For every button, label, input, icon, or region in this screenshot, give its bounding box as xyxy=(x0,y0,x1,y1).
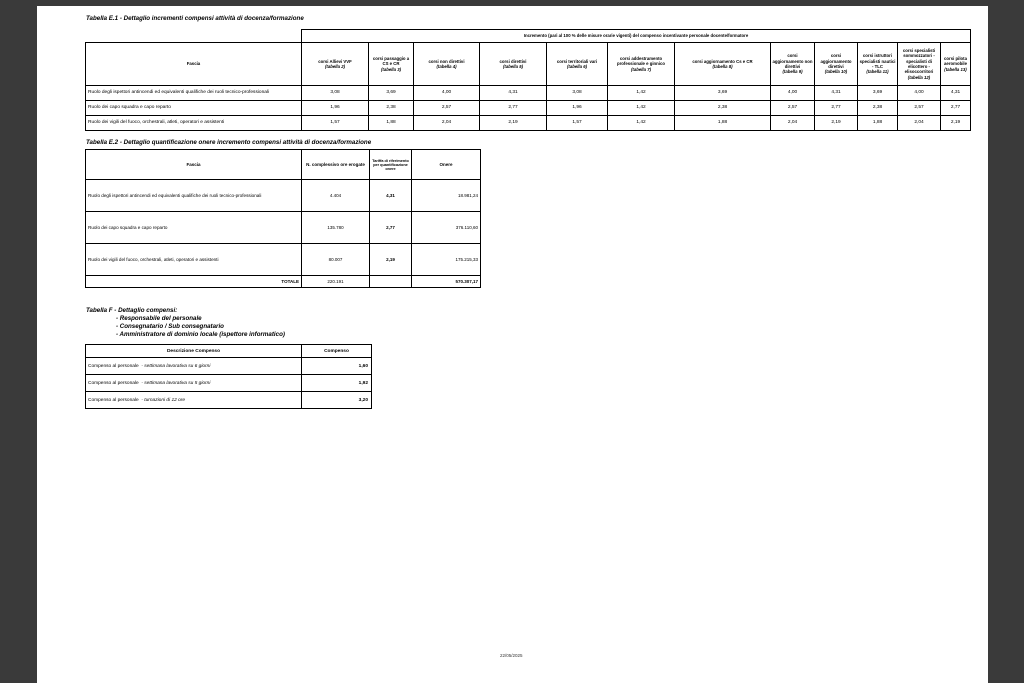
cell: 3,08 xyxy=(547,86,608,101)
table-e2 xyxy=(85,149,481,288)
table-row xyxy=(86,86,971,101)
compenso-cell: 1,92 xyxy=(302,375,372,392)
col-header: corsi passaggio a CS e CR (tabella 3) xyxy=(369,43,414,86)
cell: 2,57 xyxy=(771,101,815,116)
table-e1-group-header: Incremento (pari al 100 % delle misure orarie vigenti) del compenso incentivante personale docente/formatore xyxy=(302,30,971,43)
cell: 2,57 xyxy=(414,101,480,116)
col-header: corsi pilota aeromobile (tabella 13) xyxy=(941,43,971,86)
cell: 3,69 xyxy=(369,86,414,101)
row-label: Ruolo degli ispettori antincendi ed equivalenti qualifiche dei ruoli tecnico-professionali xyxy=(86,180,302,212)
table-f xyxy=(85,344,372,409)
total-label: TOTALE xyxy=(86,276,302,288)
cell: 2,38 xyxy=(675,101,771,116)
onere-cell: 376.110,60 xyxy=(412,212,481,244)
cell: 3,08 xyxy=(302,86,369,101)
table-f-subtitle: - Responsabile del personale xyxy=(116,315,202,322)
table-row xyxy=(86,180,481,212)
cell: 1,96 xyxy=(302,101,369,116)
cell: 1,88 xyxy=(858,116,898,131)
ore-header: N. complessivo ore erogate xyxy=(302,150,370,180)
descrizione-cell: Compenso al personale - settimana lavorativa su 5 giorni xyxy=(86,375,302,392)
col-header: corsi addestramento professionale e ginnico (tabella 7) xyxy=(608,43,675,86)
col-header: corsi territoriali vari (tabella 6) xyxy=(547,43,608,86)
compenso-cell: 1,60 xyxy=(302,358,372,375)
table-e2-header-row xyxy=(86,150,481,180)
ore-cell: 4.404 xyxy=(302,180,370,212)
table-e1 xyxy=(85,29,971,131)
col-header: corsi istruttori specialisti nautici - TLC (tabella 11) xyxy=(858,43,898,86)
cell: 3,69 xyxy=(675,86,771,101)
fascia-header: Fascia xyxy=(86,150,302,180)
cell: 2,19 xyxy=(815,116,858,131)
col-header: corsi non direttivi (tabella 4) xyxy=(414,43,480,86)
cell: 2,57 xyxy=(898,101,941,116)
table-row xyxy=(86,101,971,116)
tariffa-cell: 2,77 xyxy=(370,212,412,244)
table-row xyxy=(86,392,372,409)
descrizione-cell: Compenso al personale - settimana lavorativa su 6 giorni xyxy=(86,358,302,375)
cell: 2,19 xyxy=(480,116,547,131)
table-row xyxy=(86,116,971,131)
ore-cell: 135.780 xyxy=(302,212,370,244)
document-page xyxy=(37,6,988,683)
cell: 1,57 xyxy=(547,116,608,131)
compenso-cell: 3,20 xyxy=(302,392,372,409)
table-f-subtitle: - Consegnatario / Sub consegnatario xyxy=(116,323,224,330)
ore-cell: 80.007 xyxy=(302,244,370,276)
footer-date: 22/05/2025 xyxy=(500,653,523,658)
cell: 4,00 xyxy=(414,86,480,101)
onere-cell: 18.981,24 xyxy=(412,180,481,212)
cell: 2,04 xyxy=(898,116,941,131)
table-row xyxy=(86,358,372,375)
table-row xyxy=(86,375,372,392)
cell: 4,00 xyxy=(898,86,941,101)
descrizione-header: Descrizione Compenso xyxy=(86,345,302,358)
cell: 2,77 xyxy=(941,101,971,116)
cell: 1,57 xyxy=(302,116,369,131)
total-onere: 570.307,17 xyxy=(412,276,481,288)
col-header: corsi aggiornamento direttivi (tabella 10) xyxy=(815,43,858,86)
cell: 1,88 xyxy=(369,116,414,131)
cell: 4,00 xyxy=(771,86,815,101)
cell: 4,31 xyxy=(480,86,547,101)
cell: 1,42 xyxy=(608,116,675,131)
total-empty-cell xyxy=(370,276,412,288)
cell: 2,04 xyxy=(771,116,815,131)
cell: 1,88 xyxy=(675,116,771,131)
table-row xyxy=(86,244,481,276)
total-row xyxy=(86,276,481,288)
row-label: Ruolo dei capo squadra e capo reparto xyxy=(86,212,302,244)
cell: 1,42 xyxy=(608,101,675,116)
row-label: Ruolo degli ispettori antincendi ed equivalenti qualifiche dei ruoli tecnico-professionali xyxy=(86,86,302,101)
onere-cell: 175.215,33 xyxy=(412,244,481,276)
table-e1-fascia-header: Fascia xyxy=(86,43,302,86)
cell: 2,04 xyxy=(414,116,480,131)
cell: 2,38 xyxy=(369,101,414,116)
table-e2-title: Tabella E.2 - Dettaglio quantificazione onere incremento compensi attività di docenza/formazione xyxy=(86,139,372,146)
table-row xyxy=(86,212,481,244)
table-f-title: Tabella F - Dettaglio compensi: xyxy=(86,307,178,314)
cell: 2,77 xyxy=(815,101,858,116)
col-header: corsi direttivi (tabella 5) xyxy=(480,43,547,86)
cell: 4,31 xyxy=(815,86,858,101)
cell: 1,96 xyxy=(547,101,608,116)
table-e1-header-row xyxy=(86,43,971,86)
tariffa-cell: 4,31 xyxy=(370,180,412,212)
col-header: corsi aggiornamento non direttivi (tabella 9) xyxy=(771,43,815,86)
cell: 3,69 xyxy=(858,86,898,101)
table-f-header-row xyxy=(86,345,372,358)
compenso-header: Compenso xyxy=(302,345,372,358)
tariffa-cell: 2,19 xyxy=(370,244,412,276)
cell: 2,19 xyxy=(941,116,971,131)
row-label: Ruolo dei vigili del fuoco, orchestrali, atleti, operatori e assistenti xyxy=(86,116,302,131)
col-header: corsi specialisti sommozzatori - specialisti di elicottero - elisoccorritori (tabella 12) xyxy=(898,43,941,86)
tariffa-header: Tariffa di riferimento per quantificazione onere xyxy=(370,150,412,180)
cell: 2,77 xyxy=(480,101,547,116)
onere-header: Onere xyxy=(412,150,481,180)
col-header: corsi aggiornamento Cs e CR (tabella 8) xyxy=(675,43,771,86)
row-label: Ruolo dei capo squadra e capo reparto xyxy=(86,101,302,116)
table-e1-title: Tabella E.1 - Dettaglio incrementi compensi attività di docenza/formazione xyxy=(86,15,304,22)
cell: 1,42 xyxy=(608,86,675,101)
cell: 4,31 xyxy=(941,86,971,101)
col-header: corsi Allievi VVF (tabella 2) xyxy=(302,43,369,86)
row-label: Ruolo dei vigili del fuoco, orchestrali, atleti, operatori e assistenti xyxy=(86,244,302,276)
cell: 2,38 xyxy=(858,101,898,116)
descrizione-cell: Compenso al personale - turnazioni di 12 ore xyxy=(86,392,302,409)
total-ore: 220.191 xyxy=(302,276,370,288)
table-f-subtitle: - Amministratore di dominio locale (ispettore informatico) xyxy=(116,331,285,338)
